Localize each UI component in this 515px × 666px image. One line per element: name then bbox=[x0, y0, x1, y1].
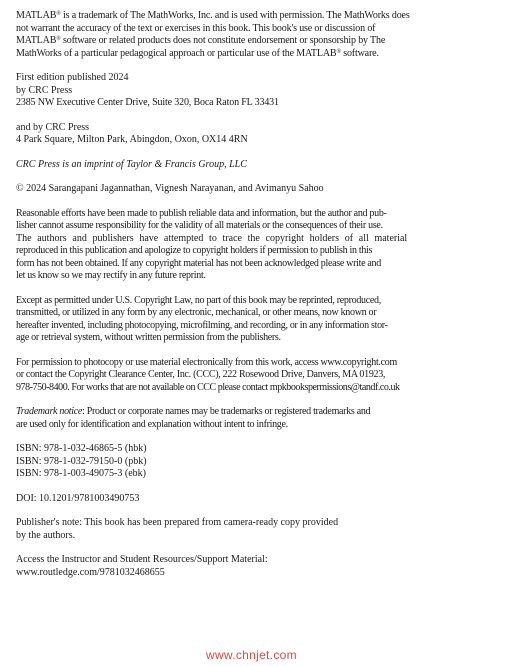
registered-mark: ® bbox=[336, 48, 341, 55]
first-publisher-block bbox=[16, 72, 476, 110]
second-publisher-line: and by CRC Press bbox=[16, 121, 90, 133]
paragraph-line: For permission to photocopy or use material electronically from this work, access www.copyright.com bbox=[16, 356, 397, 368]
trademark-notice-label: Trademark notice bbox=[16, 406, 83, 417]
imprint-line: CRC Press is an imprint of Taylor & Francis Group, LLC bbox=[16, 158, 247, 170]
isbn-paperback: ISBN: 978-1-032-79150-0 (pbk) bbox=[16, 455, 147, 467]
trademark-notice-paragraph bbox=[16, 406, 476, 431]
paragraph-line: hereafter invented, including photocopying, microfilming, and recording, or in any information stor- bbox=[16, 319, 388, 331]
copyright-holders-block bbox=[16, 183, 476, 196]
paragraph-line: The authors and publishers have attempted to trace the copyright holders of all material bbox=[16, 232, 408, 244]
publishers-note-line: by the authors. bbox=[16, 529, 76, 541]
isbn-block bbox=[16, 443, 476, 481]
resources-label: Access the Instructor and Student Resources/Support Material: bbox=[16, 554, 268, 565]
paragraph-line: or contact the Copyright Clearance Center, Inc. (CCC), 222 Rosewood Drive, Danvers, MA 01923, bbox=[16, 369, 386, 380]
publisher-address-us: 2385 NW Executive Center Drive, Suite 320, Boca Raton FL 33431 bbox=[16, 97, 279, 108]
paragraph-line: lisher cannot assume responsibility for the validity of all materials or the consequences of their use. bbox=[16, 220, 383, 231]
trademark-paragraph bbox=[16, 10, 476, 60]
watermark-text: www.chnjet.com bbox=[206, 648, 297, 662]
publisher-line: by CRC Press bbox=[16, 84, 73, 96]
doi-block bbox=[16, 493, 476, 506]
imprint-block bbox=[16, 159, 476, 172]
isbn-ebook: ISBN: 978-1-003-49075-3 (ebk) bbox=[16, 468, 146, 479]
permissions-paragraph bbox=[16, 357, 476, 395]
resources-block bbox=[16, 554, 476, 579]
second-publisher-block bbox=[16, 122, 476, 147]
resources-url: www.routledge.com/9781032468655 bbox=[16, 566, 165, 578]
paragraph-line: reproduced in this publication and apologize to copyright holders if permission to publish in this bbox=[16, 245, 373, 256]
paragraph-line: Reasonable efforts have been made to publish reliable data and information, but the author and pub- bbox=[16, 207, 387, 219]
paragraph-line: form has not been obtained. If any copyright material has not been acknowledged please write and bbox=[16, 257, 381, 269]
trademark-notice-line-2: are used only for identification and explanation without intent to infringe. bbox=[16, 418, 288, 430]
publisher-address-uk: 4 Park Square, Milton Park, Abingdon, Oxon, OX14 4RN bbox=[16, 134, 248, 145]
paragraph-line: Except as permitted under U.S. Copyright Law, no part of this book may be reprinted, reproduced, bbox=[16, 294, 381, 306]
isbn-hardback: ISBN: 978-1-032-46865-5 (hbk) bbox=[16, 443, 147, 454]
publishers-note-block bbox=[16, 517, 476, 542]
publishers-note-line: Publisher's note: This book has been prepared from camera-ready copy provided bbox=[16, 517, 339, 528]
trademark-line-2: not warrant the accuracy of the text or exercises in this book. This book's use or discussion of bbox=[16, 22, 376, 34]
doi-line: DOI: 10.1201/9781003490753 bbox=[16, 492, 140, 504]
paragraph-line: 978-750-8400. For works that are not available on CCC please contact mpkbookspermissions@tandf.co.uk bbox=[16, 381, 400, 393]
trademark-line-1: MATLAB® is a trademark of The MathWorks, Inc. and is used with permission. The MathWorks does bbox=[16, 10, 410, 21]
reasonable-efforts-paragraph bbox=[16, 208, 476, 283]
paragraph-line: transmitted, or utilized in any form by any electronic, mechanical, or other means, now known or bbox=[16, 307, 377, 318]
copyright-law-paragraph bbox=[16, 295, 476, 345]
registered-mark: ® bbox=[56, 11, 61, 17]
trademark-line-3: MATLAB® software or related products does not constitute endorsement or sponsorship by The bbox=[16, 35, 386, 46]
edition-line: First edition published 2024 bbox=[16, 72, 129, 83]
trademark-line-4: MathWorks of a particular pedagogical approach or particular use of the MATLAB® software. bbox=[16, 47, 379, 59]
copyright-line: © 2024 Sarangapani Jagannathan, Vignesh Narayanan, and Avimanyu Sahoo bbox=[16, 183, 324, 194]
paragraph-line: age or retrieval system, without written permission from the publishers. bbox=[16, 332, 281, 343]
copyright-page bbox=[16, 10, 476, 591]
trademark-notice-line-1: Trademark notice: Product or corporate names may be trademarks or registered trademarks and bbox=[16, 406, 371, 417]
registered-mark: ® bbox=[56, 36, 61, 42]
paragraph-line: let us know so we may rectify in any future reprint. bbox=[16, 270, 206, 281]
